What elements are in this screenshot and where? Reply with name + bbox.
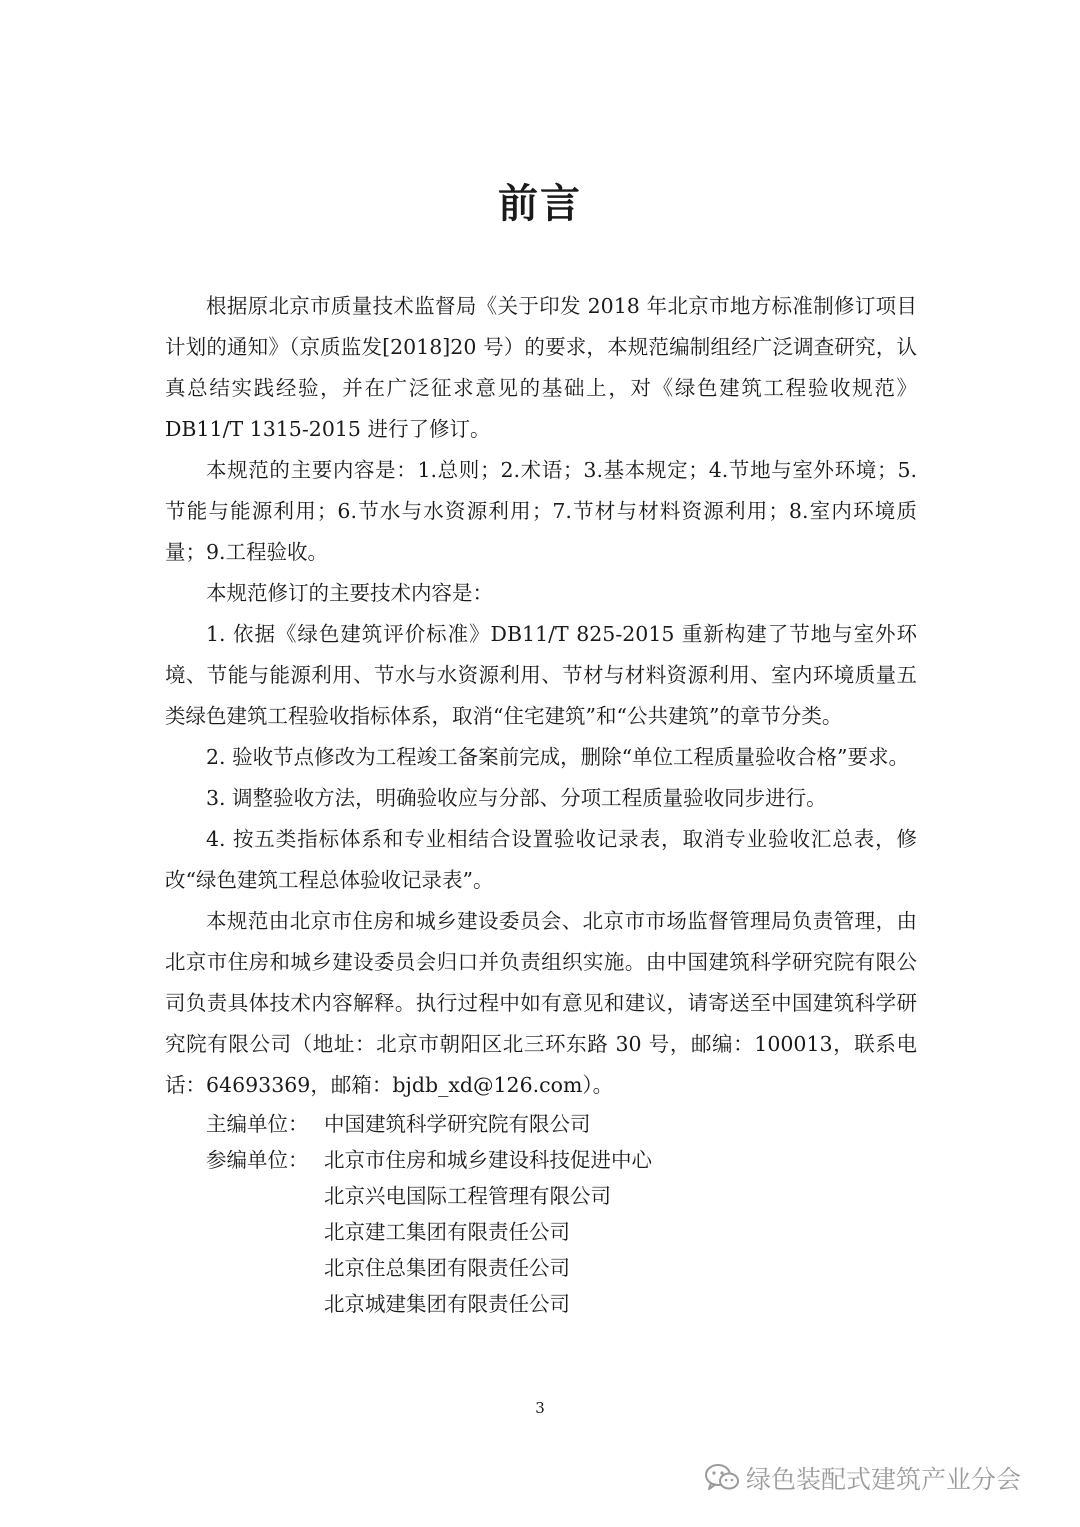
list-item: 4. 按五类指标体系和专业相结合设置验收记录表，取消专业验收汇总表，修改“绿色建筑工程总体验收记录表”。 xyxy=(165,827,917,892)
participants-list xyxy=(324,1142,652,1322)
list-item: 3. 调整验收方法，明确验收应与分部、分项工程质量验收同步进行。 xyxy=(206,786,827,810)
wechat-icon xyxy=(704,1463,740,1493)
page-title: 前言 xyxy=(498,181,582,227)
participant-item: 北京住总集团有限责任公司 xyxy=(324,1256,570,1280)
participant-item: 北京兴电国际工程管理有限公司 xyxy=(324,1184,611,1208)
participant-item: 北京城建集团有限责任公司 xyxy=(324,1292,570,1316)
list-item: 1. 依据《绿色建筑评价标准》DB11/T 825-2015 重新构建了节地与室外环境、节能与能源利用、节水与水资源利用、节材与材料资源利用、室内环境质量五类绿色建筑工程验收指标体系，取消“住宅建筑”和“公共建筑”的章节分类。 xyxy=(165,622,917,728)
list-item: 2. 验收节点修改为工程竣工备案前完成，删除“单位工程质量验收合格”要求。 xyxy=(206,745,910,769)
page-number: 3 xyxy=(535,1399,545,1417)
participants-row xyxy=(165,1142,917,1322)
chief-editor-row xyxy=(165,1106,917,1142)
participants-label: 参编单位： xyxy=(206,1148,309,1172)
paragraph: 本规范修订的主要技术内容是： xyxy=(206,581,493,605)
chief-editor-label: 主编单位： xyxy=(206,1112,309,1136)
paragraph: 本规范的主要内容是：1.总则；2.术语；3.基本规定；4.节地与室外环境；5.节能与能源利用；6.节水与水资源利用；7.节材与材料资源利用；8.室内环境质量；9.工程验收。 xyxy=(165,458,917,564)
paragraph: 根据原北京市质量技术监督局《关于印发 2018 年北京市地方标准制修订项目计划的通知》（京质监发[2018]20 号）的要求，本规范编制组经广泛调查研究，认真总结实践经验，并在广泛征求意见的基础上，对《绿色建筑工程验收规范》DB11/T 1315-2015 进行了修订。 xyxy=(165,294,917,441)
participant-item: 北京市住房和城乡建设科技促进中心 xyxy=(324,1148,652,1172)
chief-editor-name: 中国建筑科学研究院有限公司 xyxy=(324,1112,591,1136)
paragraph: 本规范由北京市住房和城乡建设委员会、北京市市场监督管理局负责管理，由北京市住房和城乡建设委员会归口并负责组织实施。由中国建筑科学研究院有限公司负责具体技术内容解释。执行过程中如有意见和建议，请寄送至中国建筑科学研究院有限公司（地址：北京市朝阳区北三环东路 30 号，邮编：100013，联系电话：64693369，邮箱：bjdb_xd@126.com）。 xyxy=(165,909,917,1097)
document-body xyxy=(165,286,917,1322)
participant-item: 北京建工集团有限责任公司 xyxy=(324,1220,570,1244)
watermark-text: 绿色装配式建筑产业分会 xyxy=(746,1465,1022,1494)
watermark xyxy=(704,1458,1064,1498)
